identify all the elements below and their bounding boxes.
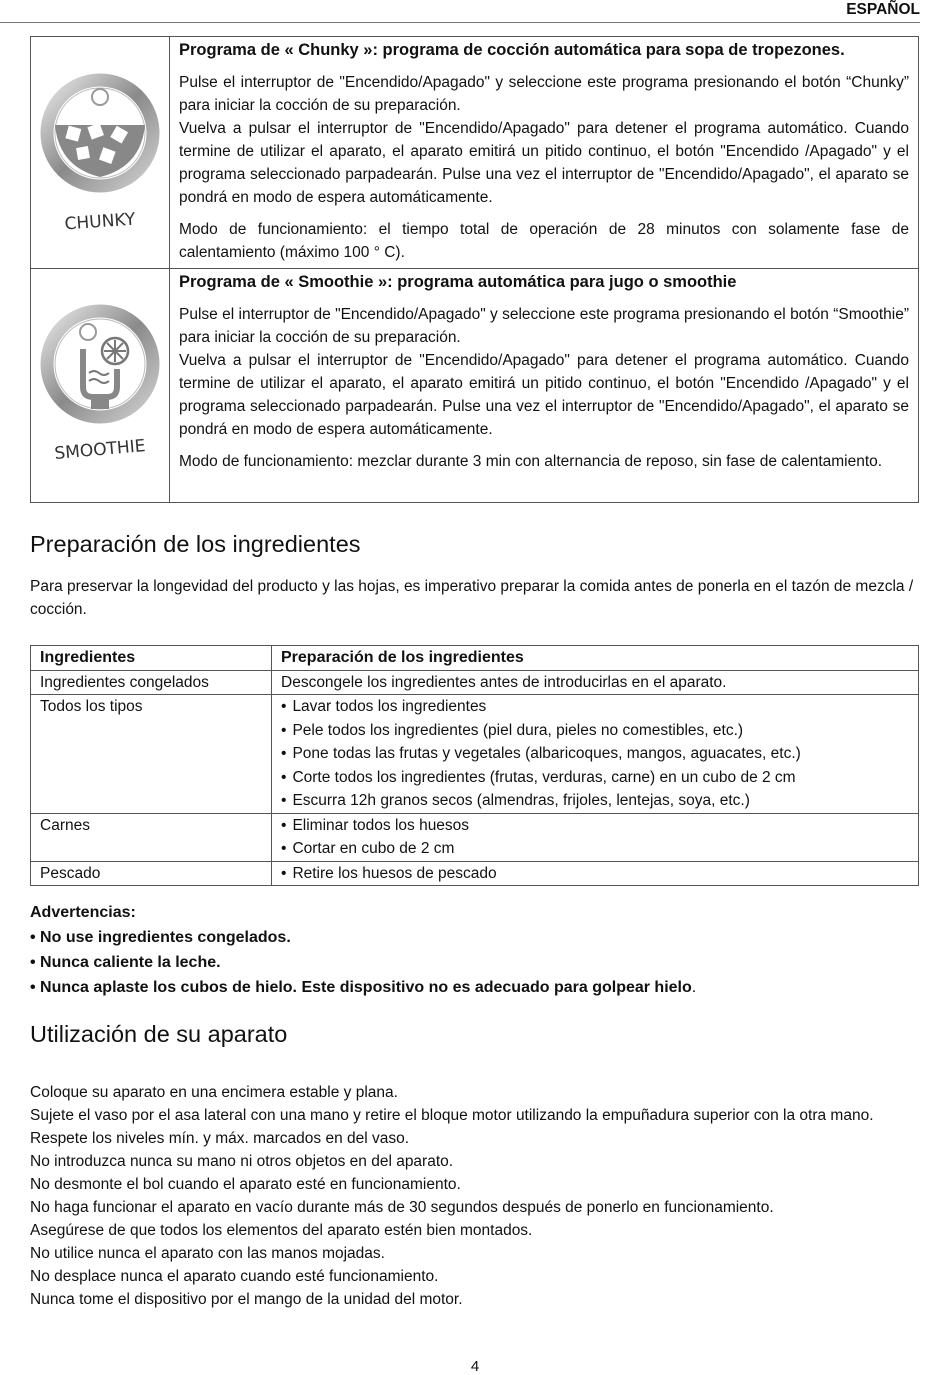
table-row bbox=[31, 670, 919, 695]
prep-intro: Para preservar la longevidad del producto y las hojas, es imperativo preparar la comida antes de ponerla en el tazón de mezcla / cocción. bbox=[30, 578, 914, 618]
program-icon-cell bbox=[31, 269, 170, 503]
list-item: • Cortar en cubo de 2 cm bbox=[281, 837, 909, 861]
table-header-row bbox=[31, 646, 919, 671]
usage-line: No utilice nunca el aparato con las manos mojadas. bbox=[30, 1245, 385, 1262]
program-description-smoothie bbox=[170, 269, 919, 503]
programs-table bbox=[30, 36, 919, 503]
program-instruction: Pulse el interruptor de "Encendido/Apagado" y seleccione este programa presionando el botón “Smoothie” para iniciar la cocción de su preparación. bbox=[179, 306, 909, 346]
program-description-chunky bbox=[170, 37, 919, 269]
preparation-cell: Descongele los ingredientes antes de introducirlas en el aparato. bbox=[272, 670, 919, 695]
warning-text: • Nunca aplaste los cubos de hielo. Este dispositivo no es adecuado para golpear hielo bbox=[30, 979, 692, 996]
usage-instructions bbox=[30, 1081, 920, 1311]
usage-line: No introduzca nunca su mano ni otros objetos en del aparato. bbox=[30, 1153, 454, 1170]
list-item: • Lavar todos los ingredientes bbox=[281, 695, 909, 719]
program-instruction: Vuelva a pulsar el interruptor de "Encendido/Apagado" para detener el programa automático. Cuando termine de utilizar el aparato, el aparato emitirá un pitido continuo, el botón "Encendido /Apagado" y el programa seleccionado parpadearán. Pulse una vez el interruptor de "Encendido/Apagado", el aparato se pondrá en modo de espera automáticamente. bbox=[179, 352, 909, 438]
usage-line: Respete los niveles mín. y máx. marcados en del vaso. bbox=[30, 1130, 410, 1147]
usage-line: No desmonte el bol cuando el aparato esté en funcionamiento. bbox=[30, 1176, 461, 1193]
preparation-list bbox=[281, 695, 909, 813]
warnings-block bbox=[30, 900, 696, 1000]
program-row-smoothie bbox=[31, 269, 919, 503]
page-number: 4 bbox=[470, 1358, 480, 1375]
program-instruction: Vuelva a pulsar el interruptor de "Encendido/Apagado" para detener el programa automático. Cuando termine de utilizar el aparato, el aparato emitirá un pitido continuo, el botón "Encendido /Apagado" y el programa seleccionado parpadearán. Pulse una vez el interruptor de "Encendido/Apagado", el aparato se pondrá en modo de espera automáticamente. bbox=[179, 120, 909, 206]
column-header-preparation: Preparación de los ingredientes bbox=[272, 646, 919, 671]
table-row bbox=[31, 813, 919, 861]
header-divider bbox=[0, 22, 920, 23]
preparation-cell bbox=[272, 861, 919, 886]
prep-heading: Preparación de los ingredientes bbox=[30, 531, 361, 557]
usage-line: Sujete el vaso por el asa lateral con una mano y retire el bloque motor utilizando la empuñadura superior con la otra mano. bbox=[30, 1107, 874, 1124]
smoothie-icon-label: SMOOTHIE bbox=[53, 436, 147, 464]
program-mode: Modo de funcionamiento: mezclar durante 3 min con alternancia de reposo, sin fase de calentamiento. bbox=[179, 453, 883, 470]
program-instruction: Pulse el interruptor de "Encendido/Apagado" y seleccione este programa presionando el botón “Chunky” para iniciar la cocción de su preparación. bbox=[179, 74, 909, 114]
list-item: • Eliminar todos los huesos bbox=[281, 814, 909, 838]
warning-item bbox=[30, 975, 696, 1000]
usage-heading: Utilización de su aparato bbox=[30, 1021, 288, 1047]
table-row bbox=[31, 861, 919, 886]
list-item: • Escurra 12h granos secos (almendras, frijoles, lentejas, soya, etc.) bbox=[281, 789, 909, 813]
warning-item: • Nunca caliente la leche. bbox=[30, 954, 221, 971]
ingredient-cell: Ingredientes congelados bbox=[31, 670, 272, 695]
ingredient-cell: Carnes bbox=[31, 813, 272, 861]
list-item: • Corte todos los ingredientes (frutas, verduras, carne) en un cubo de 2 cm bbox=[281, 766, 909, 790]
program-row-chunky bbox=[31, 37, 919, 269]
program-mode: Modo de funcionamiento: el tiempo total de operación de 28 minutos con solamente fase de calentamiento (máximo 100 ° C). bbox=[179, 221, 909, 261]
chunky-icon-label: CHUNKY bbox=[64, 209, 136, 235]
preparation-cell bbox=[272, 813, 919, 861]
table-row bbox=[31, 695, 919, 814]
language-label: ESPAÑOL bbox=[846, 1, 920, 18]
usage-line: Asegúrese de que todos los elementos del aparato estén bien montados. bbox=[30, 1222, 533, 1239]
preparation-list bbox=[281, 814, 909, 861]
list-item: • Pone todas las frutas y vegetales (albaricoques, mangos, aguacates, etc.) bbox=[281, 742, 909, 766]
list-item: • Retire los huesos de pescado bbox=[281, 862, 909, 886]
warning-period: . bbox=[691, 979, 697, 996]
usage-line: No desplace nunca el aparato cuando esté funcionamiento. bbox=[30, 1268, 439, 1285]
program-title: Programa de « Chunky »: programa de cocción automática para sopa de tropezones. bbox=[179, 41, 845, 59]
usage-line: No haga funcionar el aparato en vacío durante más de 30 segundos después de ponerlo en funcionamiento. bbox=[30, 1199, 774, 1216]
warning-item: • No use ingredientes congelados. bbox=[30, 929, 291, 946]
usage-line: Nunca tome el dispositivo por el mango de la unidad del motor. bbox=[30, 1291, 463, 1308]
ingredient-cell: Pescado bbox=[31, 861, 272, 886]
chunky-program-icon bbox=[31, 37, 169, 263]
ingredient-cell: Todos los tipos bbox=[31, 695, 272, 814]
program-icon-cell bbox=[31, 37, 170, 269]
usage-line: Coloque su aparato en una encimera estable y plana. bbox=[30, 1084, 398, 1101]
list-item: • Pele todos los ingredientes (piel dura, pieles no comestibles, etc.) bbox=[281, 719, 909, 743]
preparation-cell bbox=[272, 695, 919, 814]
column-header-ingredients: Ingredientes bbox=[31, 646, 272, 671]
smoothie-program-icon bbox=[31, 269, 169, 497]
warnings-title: Advertencias: bbox=[30, 904, 136, 921]
ingredients-table bbox=[30, 645, 919, 886]
program-title: Programa de « Smoothie »: programa automática para jugo o smoothie bbox=[179, 273, 737, 291]
preparation-list bbox=[281, 862, 909, 886]
